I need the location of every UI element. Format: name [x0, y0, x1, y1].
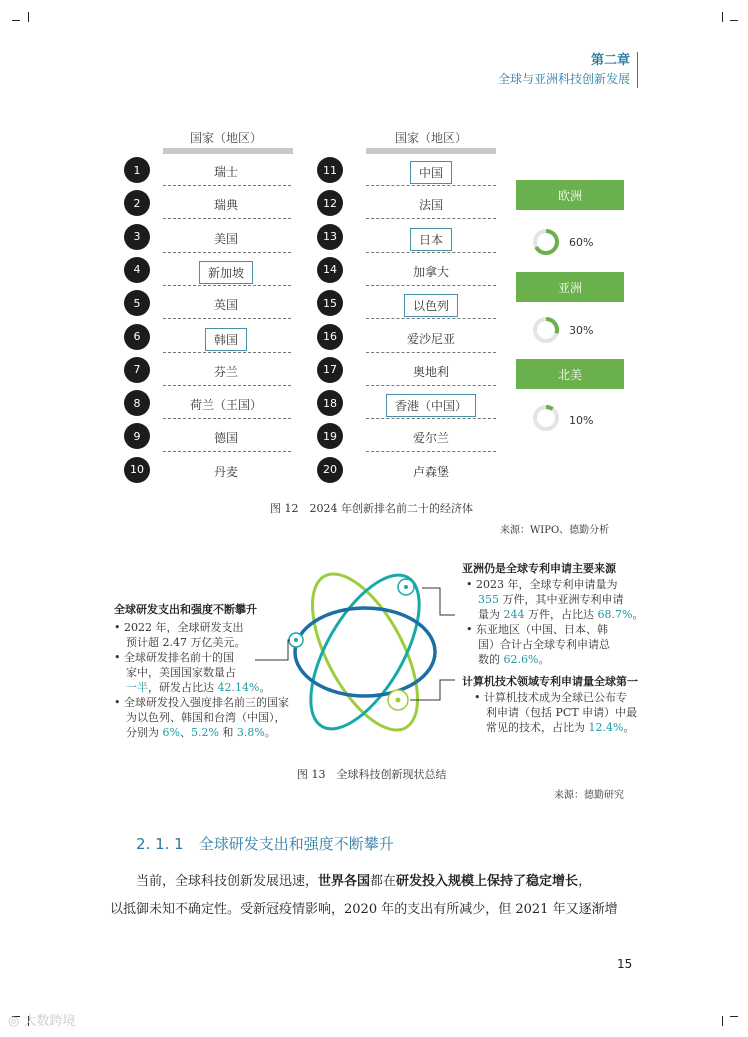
bold-text: 世界各国: [318, 874, 371, 889]
crop-mark: [730, 1016, 738, 1017]
right-block-2-text: [474, 690, 674, 735]
chapter-label: 第二章: [590, 53, 630, 68]
row-divider: [163, 218, 291, 219]
highlight: 244: [503, 608, 525, 621]
region-europe: [516, 180, 624, 210]
figure-13-caption: 图 13 全球科技创新现状总结: [297, 768, 447, 781]
rank-circle: 7: [124, 357, 150, 383]
crop-mark: [730, 20, 738, 21]
country-name: 芬兰: [213, 364, 239, 379]
row-divider: [366, 185, 496, 186]
region-label: 北美: [557, 367, 582, 382]
region-pct: 10%: [569, 414, 594, 427]
text: 常见的技术，占比为: [486, 721, 585, 734]
row-divider: [163, 285, 291, 286]
country-name-highlighted: 韩国: [205, 328, 247, 351]
figure-12-source: 来源：WIPO、德勤分析: [500, 525, 610, 536]
highlight: 355: [478, 593, 499, 606]
country-name: 法国: [418, 198, 444, 213]
text: ，: [578, 874, 592, 889]
rank-circle: 12: [317, 190, 343, 216]
crop-mark: [722, 1016, 723, 1026]
country-name: 卢森堡: [412, 464, 450, 479]
page-number: 15: [617, 957, 633, 971]
text-line: 利申请（包括 PCT 申请）中最: [486, 706, 638, 719]
rank-circle: 18: [317, 390, 343, 416]
region-donut-rings: [528, 225, 564, 455]
country-name-highlighted: 日本: [410, 228, 452, 251]
text: 。: [632, 608, 644, 621]
text: ，研发占比达: [148, 681, 214, 694]
bold-text: 研发投入规模上保持了稳定增长: [396, 874, 579, 889]
chapter-header: [498, 52, 630, 88]
rank-circle: 17: [317, 357, 343, 383]
highlight: 42.14%: [217, 681, 260, 694]
crop-mark: [28, 12, 29, 22]
highlight: 6%: [162, 726, 180, 739]
region-label: 欧洲: [557, 188, 582, 203]
text-line: • 全球研发排名前十的国: [114, 651, 234, 664]
text-line: • 2023 年，全球专利申请量为: [466, 578, 618, 591]
text: 。: [623, 721, 635, 734]
highlight: 68.7%: [597, 608, 633, 621]
rank-circle: 4: [124, 257, 150, 283]
text: 分别为: [126, 726, 159, 739]
country-name-highlighted: 香港（中国）: [386, 394, 476, 417]
row-divider: [163, 318, 291, 319]
text-line: 家中，美国国家数量占: [126, 666, 236, 679]
country-name: 丹麦: [213, 464, 239, 479]
column-header: 国家（地区）: [394, 131, 467, 145]
column-header-bar: [366, 148, 496, 154]
rank-circle: 19: [317, 423, 343, 449]
row-divider: [163, 252, 291, 253]
text: 数的: [478, 653, 500, 666]
rank-circle: 5: [124, 290, 150, 316]
left-block-title: 全球研发支出和强度不断攀升: [114, 603, 257, 616]
highlight: 3.8%: [236, 726, 265, 739]
watermark-text: 大数跨境: [23, 1014, 76, 1029]
donut-asia: [535, 319, 557, 341]
country-name: 瑞士: [213, 165, 239, 179]
rank-circle: 20: [317, 457, 343, 483]
row-divider: [366, 385, 496, 386]
rank-circle: 3: [124, 224, 150, 250]
body-paragraph-line-1: [136, 868, 591, 896]
row-divider: [366, 285, 496, 286]
highlight: 一半: [126, 681, 148, 694]
donut-europe: [535, 231, 557, 253]
row-divider: [366, 218, 496, 219]
row-divider: [163, 385, 291, 386]
row-divider: [163, 418, 291, 419]
right-block-1-title: 亚洲仍是全球专利申请主要来源: [462, 562, 616, 575]
body-paragraph-line-2: 以抵御未知不确定性。受新冠疫情影响，2020 年的支出有所减少，但 2021 年又逐渐增: [110, 902, 618, 917]
country-name-highlighted: 以色列: [404, 294, 458, 317]
text: 当前，全球科技创新发展迅速，: [136, 874, 319, 889]
text-line: 为以色列、韩国和台湾（中国），: [126, 711, 286, 724]
country-name: 爱沙尼亚: [406, 331, 456, 346]
highlight: 5.2%: [190, 726, 219, 739]
row-divider: [366, 418, 496, 419]
text: 万件，占比达: [528, 608, 594, 621]
rank-circle: 10: [124, 457, 150, 483]
row-divider: [366, 252, 496, 253]
text: 万件，其中亚洲专利申请: [502, 593, 624, 606]
row-divider: [366, 352, 496, 353]
column-header: 国家（地区）: [189, 131, 262, 145]
rank-circle: 2: [124, 190, 150, 216]
text: 都在: [370, 874, 397, 889]
country-name: 奥地利: [412, 364, 450, 379]
text-line: • 计算机技术成为全球已公布专: [474, 691, 627, 704]
right-block-1-text: [466, 577, 666, 667]
figure-13-source: 来源：德勤研究: [554, 790, 624, 801]
text: 。: [538, 653, 550, 666]
country-name: 荷兰（王国）: [189, 398, 263, 413]
section-title: 2. 1. 1 全球研发支出和强度不断攀升: [136, 835, 394, 853]
chapter-subtitle: 全球与亚洲科技创新发展: [497, 72, 630, 86]
text-line: 国）合计占全球专利申请总: [478, 638, 610, 651]
highlight: 12.4%: [588, 721, 624, 734]
row-divider: [366, 451, 496, 452]
region-label: 亚洲: [557, 280, 582, 295]
text-line: • 全球研发投入强度排名前三的国家: [114, 696, 289, 709]
row-divider: [163, 451, 291, 452]
text: 和: [222, 726, 234, 739]
crop-mark: [12, 20, 20, 21]
rank-circle: 1: [124, 157, 150, 183]
country-name: 英国: [213, 298, 239, 313]
rank-circle: 6: [124, 324, 150, 350]
country-name: 美国: [213, 231, 239, 246]
country-name-highlighted: 新加坡: [199, 261, 253, 284]
country-name: 爱尔兰: [412, 431, 450, 446]
text-line: 预计超 2.47 万亿美元。: [126, 636, 246, 649]
region-pct: 30%: [569, 324, 594, 337]
country-name: 德国: [213, 431, 239, 446]
right-block-2-title: 计算机技术领域专利申请量全球第一: [462, 675, 638, 688]
rank-circle: 14: [317, 257, 343, 283]
column-header-bar: [163, 148, 293, 154]
text-line: • 2022 年，全球研发支出: [114, 621, 244, 634]
region-pct: 60%: [569, 236, 594, 249]
highlight: 62.6%: [503, 653, 539, 666]
rank-circle: 11: [317, 157, 343, 183]
row-divider: [163, 185, 291, 186]
watermark: ◎ 大数跨境: [8, 1014, 76, 1029]
text: 量为: [478, 608, 500, 621]
rank-circle: 9: [124, 423, 150, 449]
row-divider: [366, 318, 496, 319]
text: 。: [264, 726, 276, 739]
text-line: • 东亚地区（中国、日本、韩: [466, 623, 608, 636]
chapter-rule: [637, 52, 638, 88]
country-name: 瑞典: [213, 198, 239, 213]
rank-circle: 8: [124, 390, 150, 416]
crop-mark: [722, 12, 723, 22]
rank-circle: 13: [317, 224, 343, 250]
left-block-text: • 2022 年，全球研发支出 预计超 2.47 万亿美元。 • 全球研发排名前十的国 家中，美国国家数量占 一半，研发占比达 42.14%。 • 全球研发投入强度排名前三的国家 为以色列、韩国和台湾（中国）， 分别为 6%、5.2% 和 3.8%。: [114, 620, 314, 740]
donut-north-america: [535, 407, 557, 429]
rank-circle: 16: [317, 324, 343, 350]
row-divider: [163, 352, 291, 353]
rank-circle: 15: [317, 290, 343, 316]
country-name-highlighted: 中国: [410, 161, 452, 184]
country-name: 加拿大: [412, 264, 450, 279]
figure-12-caption: 图 12 2024 年创新排名前二十的经济体: [270, 502, 473, 515]
text: 。: [259, 681, 271, 694]
